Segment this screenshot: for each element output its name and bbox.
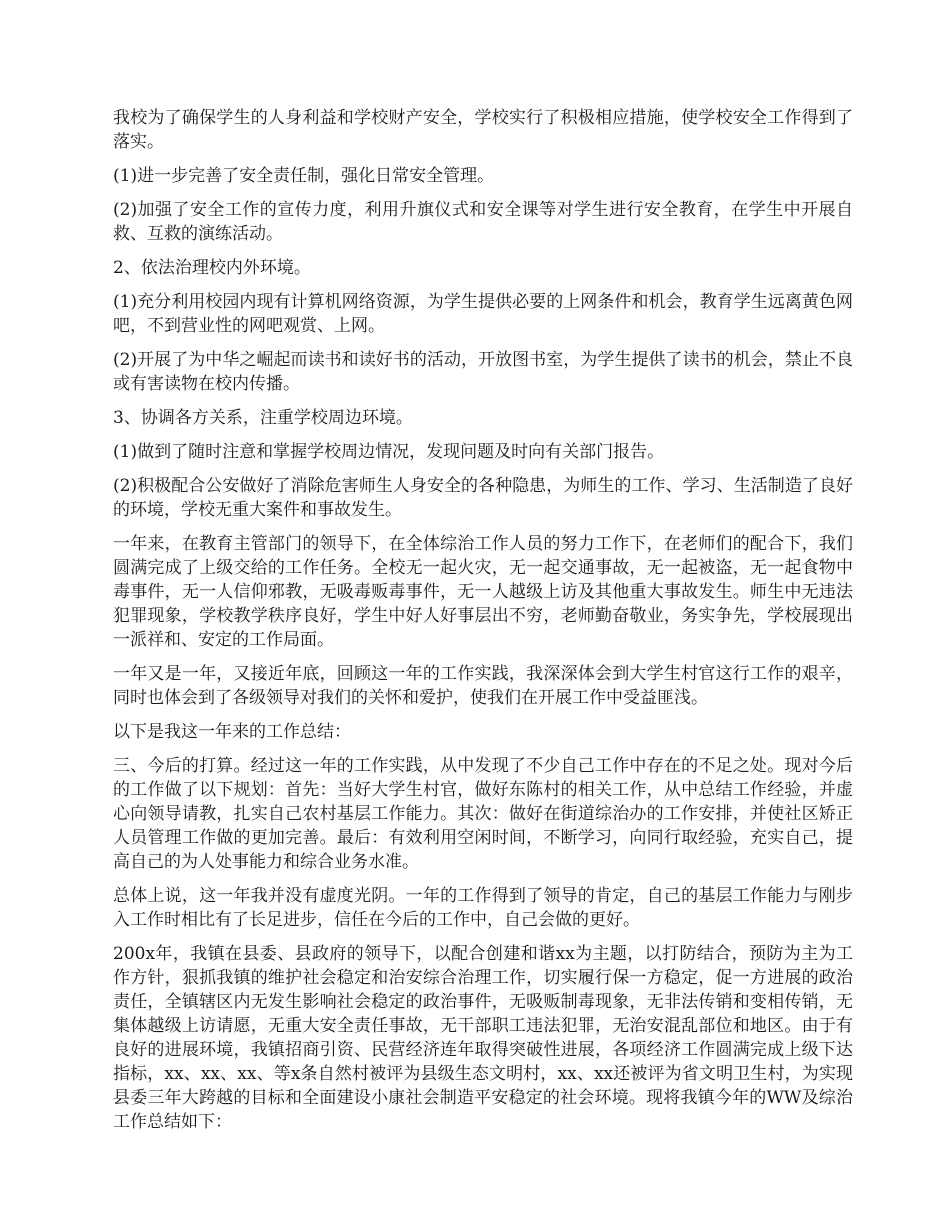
paragraph: (1)充分利用校园内现有计算机网络资源，为学生提供必要的上网条件和机会，教育学生远离黄色网吧，不到营业性的网吧观赏、上网。	[113, 292, 853, 336]
paragraph: (2)积极配合公安做好了消除危害师生人身安全的各种隐患，为师生的工作、学习、生活制造了良好的环境，学校无重大案件和事故发生。	[113, 476, 853, 520]
paragraph: (2)加强了安全工作的宣传力度，利用升旗仪式和安全课等对学生进行安全教育，在学生中开展自救、互救的演练活动。	[113, 200, 853, 244]
paragraph: 总体上说，这一年我并没有虚度光阴。一年的工作得到了领导的肯定，自己的基层工作能力与刚步入工作时相比有了长足进步，信任在今后的工作中，自己会做的更好。	[113, 886, 853, 930]
paragraph: (2)开展了为中华之崛起而读书和读好书的活动，开放图书室，为学生提供了读书的机会，禁止不良或有害读物在校内传播。	[113, 350, 853, 394]
paragraph: 一年又是一年，又接近年底，回顾这一年的工作实践，我深深体会到大学生村官这行工作的艰辛，同时也体会到了各级领导对我们的关怀和爱护，使我们在开展工作中受益匪浅。	[113, 664, 853, 708]
paragraph: 200x年，我镇在县委、县政府的领导下，以配合创建和谐xx为主题，以打防结合，预防为主为工作方针，狠抓我镇的维护社会稳定和治安综合治理工作，切实履行保一方稳定，促一方进展的政治责任，全镇辖区内无发生影响社会稳定的政治事件，无吸贩制毒现象，无非法传销和变相传销，无集体越级上访请愿，无重大安全责任事故，无干部职工违法犯罪，无治安混乱部位和地区。由于有良好的进展环境，我镇招商引资、民营经济连年取得突破性进展，各项经济工作圆满完成上级下达指标，xx、xx、xx、等x条自然村被评为县级生态文明村，xx、xx还被评为省文明卫生村，为实现县委三年大跨越的目标和全面建设小康社会制造平安稳定的社会环境。现将我镇今年的WW及综治工作总结如下：	[113, 944, 853, 1132]
paragraph: 一年来，在教育主管部门的领导下，在全体综治工作人员的努力工作下，在老师们的配合下，我们圆满完成了上级交给的工作任务。全校无一起火灾，无一起交通事故，无一起被盗，无一起食物中毒事件，无一人信仰邪教，无吸毒贩毒事件，无一人越级上访及其他重大事故发生。师生中无违法犯罪现象，学校教学秩序良好，学生中好人好事层出不穷，老师勤奋敬业，务实争先，学校展现出一派祥和、安定的工作局面。	[113, 534, 853, 650]
paragraph: 三、今后的打算。经过这一年的工作实践，从中发现了不少自己工作中存在的不足之处。现对今后的工作做了以下规划：首先：当好大学生村官，做好东陈村的相关工作，从中总结工作经验，并虚心向领导请教，扎实自己农村基层工作能力。其次：做好在街道综治办的工作安排，并使社区矫正人员管理工作做的更加完善。最后：有效利用空闲时间，不断学习，向同行取经验，充实自己，提高自己的为人处事能力和综合业务水准。	[113, 756, 853, 872]
paragraph: 以下是我这一年来的工作总结：	[113, 722, 351, 742]
document-body	[113, 106, 853, 1144]
paragraph: 我校为了确保学生的人身利益和学校财产安全，学校实行了积极相应措施，使学校安全工作得到了落实。	[113, 108, 853, 152]
paragraph: 2、依法治理校内外环境。	[113, 258, 311, 278]
paragraph: (1)做到了随时注意和掌握学校周边情况，发现问题及时向有关部门报告。	[113, 442, 665, 462]
paragraph: (1)进一步完善了安全责任制，强化日常安全管理。	[113, 166, 495, 186]
paragraph: 3、协调各方关系，注重学校周边环境。	[113, 408, 413, 428]
